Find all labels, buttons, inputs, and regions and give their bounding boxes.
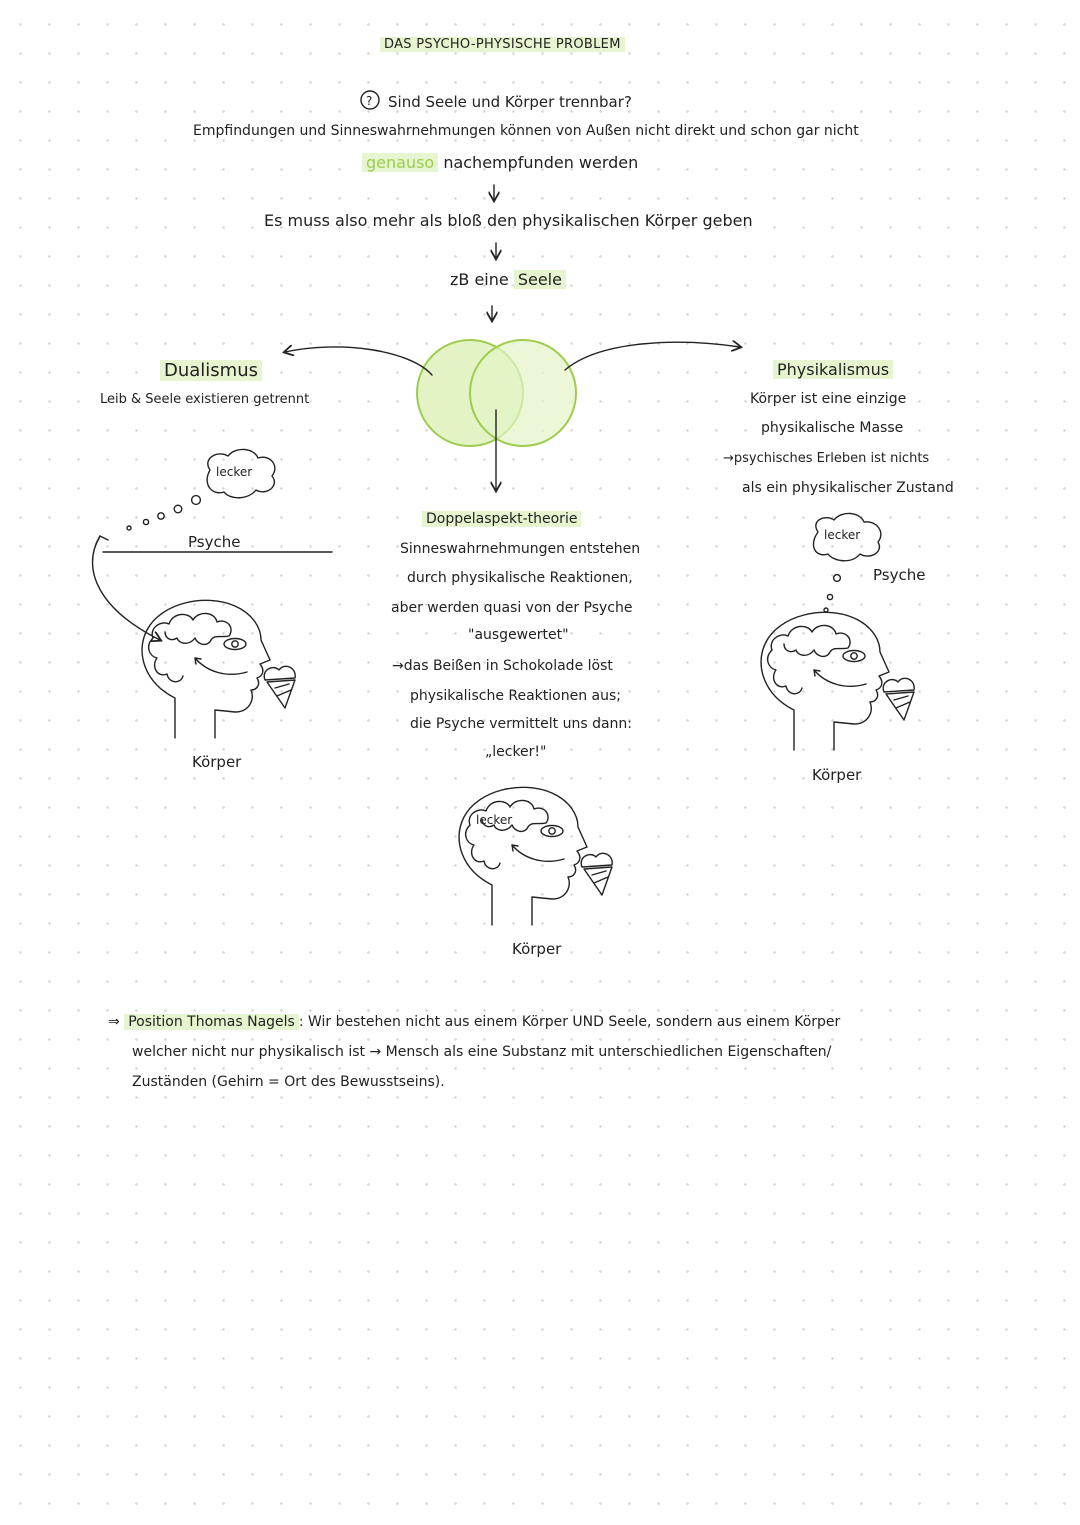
question-text: Sind Seele und Körper trennbar? <box>388 93 632 111</box>
physikalismus-line-4: als ein physikalischer Zustand <box>742 480 954 496</box>
dualismus-psyche-label: Psyche <box>188 533 241 551</box>
doppelaspekt-line-4: "ausgewertet" <box>468 627 569 643</box>
physikalismus-psyche-label: Psyche <box>873 566 926 584</box>
physikalismus-line-2: physikalische Masse <box>761 420 904 436</box>
physikalismus-thought-cloud-icon <box>813 513 880 560</box>
dualismus-heading: Dualismus <box>160 360 262 381</box>
seele-highlight: Seele <box>514 270 566 289</box>
nagel-line-2: welcher nicht nur physikalisch ist → Mensch als eine Substanz mit unterschiedlichen Eigenschaften/ <box>132 1044 832 1060</box>
dualismus-koerper-label: Körper <box>192 753 242 771</box>
intro-line-3: Es muss also mehr als bloß den physikalischen Körper geben <box>264 211 753 230</box>
nagel-text-1: : Wir bestehen nicht aus einem Körper UND Seele, sondern aus einem Körper <box>298 1014 841 1030</box>
arrow-to-dualismus <box>285 347 432 375</box>
intro-line-1: Empfindungen und Sinneswahrnehmungen können von Außen nicht direkt und schon gar nicht <box>193 123 859 139</box>
nagel-line-1: ⇒ Position Thomas Nagels : Wir bestehen nicht aus einem Körper UND Seele, sondern aus einem Körper <box>108 1014 841 1030</box>
dualismus-desc: Leib & Seele existieren getrennt <box>100 392 310 407</box>
thought-bubble-icon <box>127 526 131 530</box>
doppelaspekt-line-8: „lecker!" <box>485 744 547 760</box>
dualismus-head-icon <box>142 600 295 738</box>
doppelaspekt-line-5: →das Beißen in Schokolade löst <box>392 658 613 674</box>
nagel-line-3: Zuständen (Gehirn = Ort des Bewusstseins). <box>132 1074 445 1090</box>
arrow-to-physikalismus <box>565 342 740 370</box>
physikalismus-heading: Physikalismus <box>773 360 893 379</box>
doppelaspekt-line-6: physikalische Reaktionen aus; <box>410 688 621 704</box>
intro-line-2-rest: nachempfunden werden <box>443 153 639 172</box>
zb-prefix: zB eine <box>450 270 509 289</box>
physikalismus-thought-text: lecker <box>824 528 861 542</box>
page-title: DAS PSYCHO-PHYSISCHE PROBLEM <box>380 37 625 52</box>
doppelaspekt-line-3: aber werden quasi von der Psyche <box>391 600 633 616</box>
dualismus-thought-text: lecker <box>216 465 253 479</box>
doppelaspekt-head-icon <box>459 787 612 925</box>
physikalismus-line-3: →psychisches Erleben ist nichts <box>723 451 930 466</box>
svg-text:?: ? <box>366 94 373 108</box>
doppelaspekt-line-2: durch physikalische Reaktionen, <box>407 570 633 586</box>
doppelaspekt-heading: Doppelaspekt-theorie <box>422 511 581 527</box>
physikalismus-line-1: Körper ist eine einzige <box>750 391 907 407</box>
physikalismus-head-icon <box>761 612 914 750</box>
doppelaspekt-line-7: die Psyche vermittelt uns dann: <box>410 716 633 732</box>
dualismus-thought-cloud-icon <box>207 449 275 497</box>
doppelaspekt-koerper-label: Körper <box>512 940 562 958</box>
physikalismus-koerper-label: Körper <box>812 766 862 784</box>
doppelaspekt-line-1: Sinneswahrnehmungen entstehen <box>400 541 641 557</box>
genauso-highlight: genauso <box>362 153 438 172</box>
nagel-label: Position Thomas Nagels <box>124 1014 299 1030</box>
doppelaspekt-inner-text: lecker <box>476 813 513 827</box>
